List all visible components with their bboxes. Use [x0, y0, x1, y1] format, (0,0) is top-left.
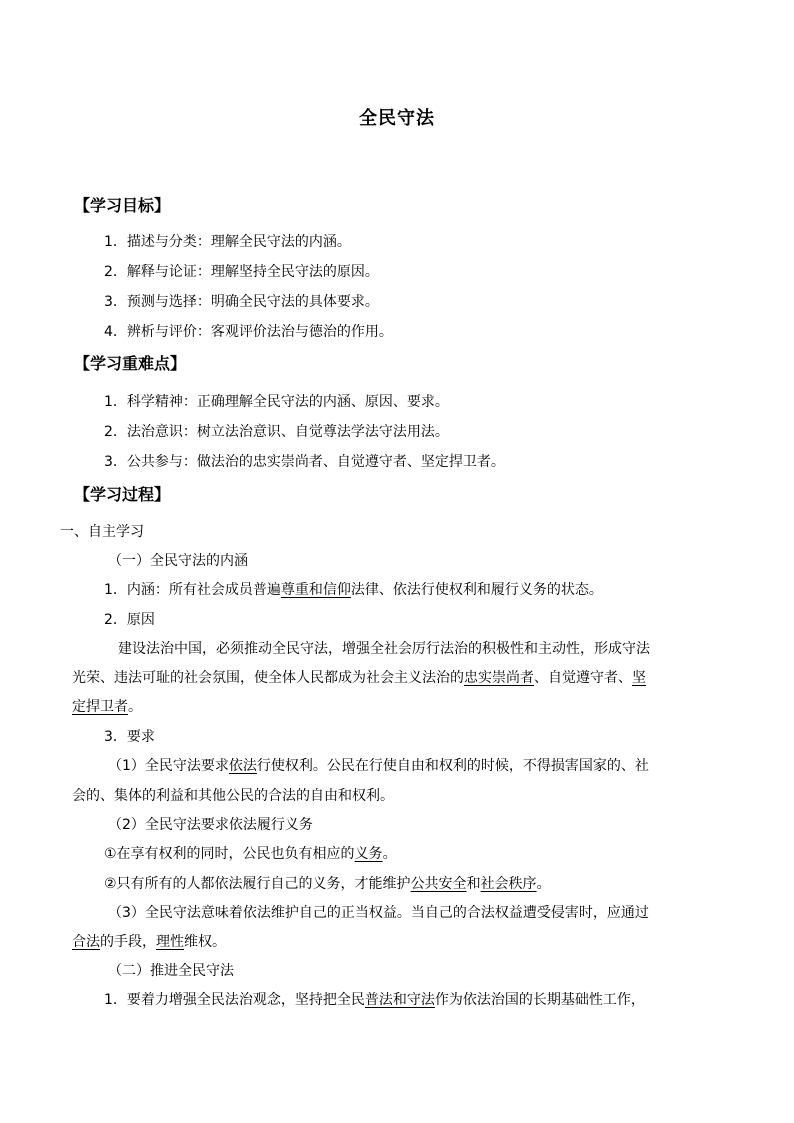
underlined-answer: 忠实崇尚者: [464, 670, 534, 686]
key-item: 3．公共参与：做法治的忠实崇尚者、自觉遵守者、坚定捍卫者。: [104, 454, 505, 470]
part-heading: 一、自主学习: [60, 524, 144, 540]
paragraph-reason-line1: 建设法治中国，必须推动全民守法，增强全社会厉行法治的积极性和主动性，形成守法: [118, 641, 650, 657]
text-run: 1．内涵：所有社会成员普遍: [104, 582, 281, 598]
text-run: ②只有所有的人都依法履行自己的义务，才能维护: [104, 876, 411, 892]
paragraph-req2: （2）全民守法要求依法履行义务: [108, 817, 313, 833]
text-run: 和: [466, 876, 481, 892]
underlined-answer: 定捍卫者: [72, 699, 128, 715]
page-title: 全民守法: [359, 108, 435, 129]
text-run: 行使权利。公民在行使自由和权利的时候，不得损害国家的、社: [256, 758, 649, 774]
sub-heading: （一）全民守法的内涵: [108, 553, 248, 569]
paragraph-req2-point1: [104, 844, 397, 864]
item-heading: 2．原因: [104, 612, 155, 628]
text-run: 光荣、违法可耻的社会氛围，使全体人民都成为社会主义法治的: [72, 670, 464, 686]
text-run: 1．要着力增强全民法治观念，坚持把全民: [104, 992, 365, 1008]
paragraph-meaning: [104, 580, 603, 600]
paragraph-req3-line1: （3）全民守法意味着依法维护自己的正当权益。当自己的合法权益遭受侵害时，应通过: [108, 905, 649, 921]
goal-item: 2．解释与论证：理解坚持全民守法的原因。: [104, 264, 379, 280]
text-run: （1）全民守法要求: [108, 758, 229, 774]
section-heading-process: 【学习过程】: [74, 485, 171, 504]
goal-item: 1．描述与分类：理解全民守法的内涵。: [104, 234, 351, 250]
text-run: ①在享有权利的同时，公民也负有相应的: [104, 846, 355, 862]
text-run: 的手段，: [100, 934, 156, 950]
underlined-answer: 普法和守法: [364, 992, 435, 1008]
underlined-answer: 合法: [72, 934, 100, 950]
section-heading-keys: 【学习重难点】: [74, 354, 187, 373]
underlined-answer: 义务: [354, 846, 383, 862]
underlined-answer: 公共安全: [410, 876, 467, 892]
text-run: 。: [382, 846, 397, 862]
paragraph-promote: [104, 990, 645, 1010]
key-item: 2．法治意识：树立法治意识、自觉尊法学法守法用法。: [104, 424, 449, 440]
paragraph-reason-line3: [72, 697, 142, 717]
text-run: 作为依法治国的长期基础性工作，: [434, 992, 645, 1008]
key-item: 1．科学精神：正确理解全民守法的内涵、原因、要求。: [104, 394, 449, 410]
text-run: 维权。: [184, 934, 226, 950]
paragraph-req1-line2: 会的、集体的利益和其他公民的合法的自由和权利。: [72, 788, 394, 804]
section-heading-goals: 【学习目标】: [74, 196, 171, 215]
text-run: 。: [128, 699, 142, 715]
goal-item: 4．辨析与评价：客观评价法治与德治的作用。: [104, 324, 393, 340]
underlined-answer: 依法: [228, 758, 257, 774]
paragraph-req1-line1: [108, 756, 649, 776]
text-run: 、自觉遵守者、: [534, 670, 632, 686]
underlined-answer: 理性: [156, 934, 184, 950]
item-heading: 3．要求: [104, 729, 155, 745]
text-run: 。: [536, 876, 551, 892]
paragraph-req3-line2: [72, 932, 226, 952]
underlined-answer: 尊重和信仰: [280, 582, 351, 598]
sub-heading: （二）推进全民守法: [108, 963, 234, 979]
goal-item: 3．预测与选择：明确全民守法的具体要求。: [104, 294, 379, 310]
text-run: 法律、依法行使权利和履行义务的状态。: [350, 582, 603, 598]
underlined-answer: 社会秩序: [480, 876, 537, 892]
underlined-answer: 坚: [632, 670, 646, 686]
paragraph-reason-line2: [72, 668, 646, 688]
paragraph-req2-point2: [104, 874, 551, 894]
